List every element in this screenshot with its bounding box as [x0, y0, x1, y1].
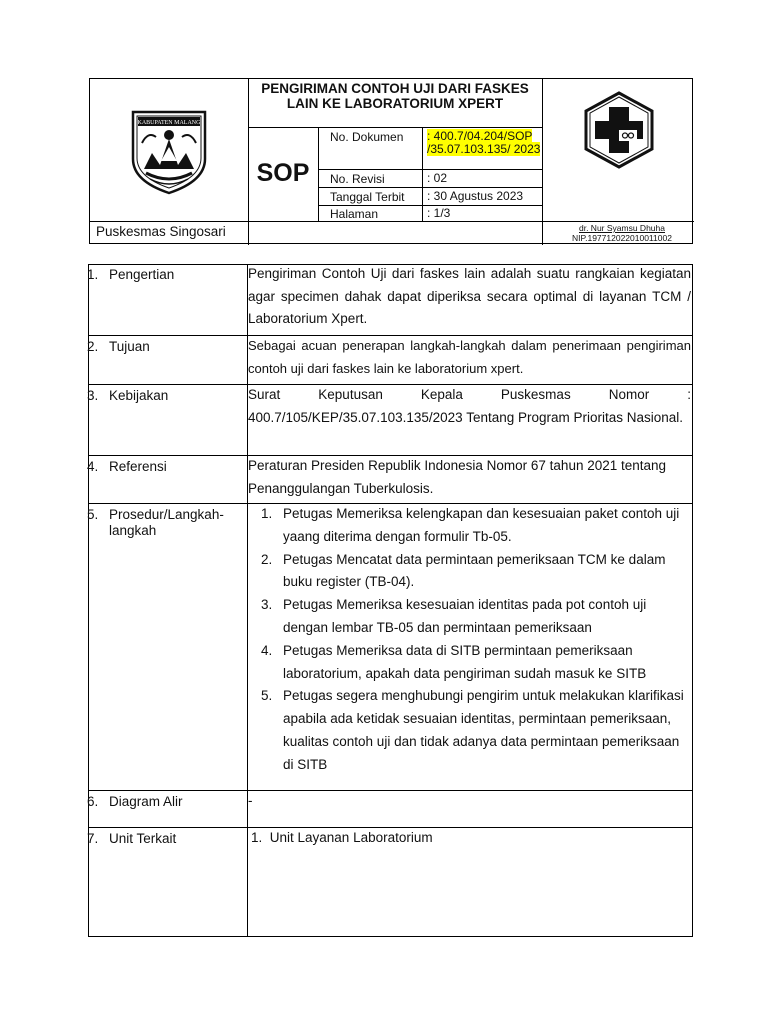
signer-name: dr. Nur Syamsu Dhuha [579, 223, 665, 233]
section-label-diagram-alir: Diagram Alir [109, 794, 183, 809]
section-label-unit-terkait: Unit Terkait [109, 831, 177, 846]
signer-nip: NIP.197712022010011002 [572, 233, 672, 243]
page-value: : 1/3 [427, 206, 451, 220]
section-label-tujuan: Tujuan [109, 339, 150, 354]
issue-date-label: Tanggal Terbit [330, 190, 405, 204]
section-label-pengertian: Pengertian [109, 267, 175, 282]
procedure-step [255, 640, 691, 686]
step-text: Petugas Mencatat data permintaan pemeriksaan TCM ke dalam buku register (TB-04). [283, 551, 666, 590]
section-label-prosedur: Prosedur/Langkah-langkah [109, 507, 224, 538]
signature-block [554, 223, 690, 243]
step-text: Petugas segera menghubungi pengirim untuk melakukan klarifikasi apabila ada ketidak sesuaian identitas, permintaan pemeriksaan, kualitas contoh uji dan tidak adanya data permintaan pemeriksaan di SITB [283, 688, 684, 772]
issue-date-value: : 30 Agustus 2023 [427, 189, 524, 203]
header-divider [318, 187, 542, 188]
org-name: Puskesmas Singosari [96, 224, 226, 239]
doc-number-label: No. Dokumen [330, 130, 404, 144]
section-label-referensi: Referensi [109, 459, 167, 474]
section-text-kebijakan: Surat Keputusan Kepala Puskesmas Nomor : 400.7/105/KEP/35.07.103.135/2023 Tentang Program Prioritas Nasional. [248, 387, 691, 425]
section-label-kebijakan: Kebijakan [109, 388, 169, 403]
health-cross-hexagon-icon [578, 89, 660, 171]
sop-content-table [88, 264, 693, 937]
crest-text: KABUPATEN MALANG [137, 120, 201, 126]
section-text-unit-terkait: 1. Unit Layanan Laboratorium [251, 830, 433, 845]
header-divider [318, 169, 542, 170]
step-text: Petugas Memeriksa kesesuaian identitas pada pot contoh uji dengan lembar TB-05 dan permintaan pemeriksaan [283, 597, 647, 635]
procedure-step [255, 594, 691, 640]
section-text-referensi: Peraturan Presiden Republik Indonesia Nomor 67 tahun 2021 tentang Penanggulangan Tuberkulosis. [248, 458, 667, 496]
step-number: 5. [261, 688, 273, 704]
section-text-diagram-alir: - [248, 793, 253, 808]
procedure-step [255, 685, 691, 776]
step-text: Petugas Memeriksa kelengkapan dan kesesuaian paket contoh uji yaang diterima dengan formulir Tb-05. [283, 506, 680, 544]
procedure-step [255, 549, 691, 595]
header-divider [422, 127, 423, 221]
section-number: 4. [87, 459, 99, 474]
step-number: 4. [261, 642, 273, 658]
section-number: 3. [87, 388, 99, 403]
page-label: Halaman [330, 207, 379, 221]
revision-label: No. Revisi [330, 172, 385, 186]
revision-value: : 02 [427, 171, 448, 185]
step-number: 1. [261, 506, 273, 521]
sop-header [89, 78, 693, 244]
section-number: 2. [87, 339, 99, 354]
doc-number-value [427, 130, 547, 155]
header-divider [90, 221, 694, 222]
section-text-tujuan: Sebagai acuan penerapan langkah-langkah dalam penerimaan pengiriman contoh uji dari faskes lain ke laboratorium xpert. [248, 338, 691, 376]
step-number: 2. [261, 551, 273, 567]
section-number: 7. [87, 831, 99, 846]
procedure-step [255, 503, 691, 549]
section-text-pengertian: Pengiriman Contoh Uji dari faskes lain adalah suatu rangkaian kegiatan agar specimen dahak dapat diperiksa secara optimal di layanan TCM / Laboratorium Xpert. [248, 266, 691, 326]
sop-label: SOP [256, 159, 310, 187]
kabupaten-malang-crest-icon [130, 109, 208, 195]
header-divider [318, 127, 319, 221]
section-number: 6. [87, 794, 99, 809]
step-text: Petugas Memeriksa data di SITB permintaan pemeriksaan laboratorium, apakah data pengiriman sudah masuk ke SITB [283, 642, 647, 681]
procedure-steps [255, 503, 691, 777]
step-number: 3. [261, 597, 273, 613]
header-divider [248, 127, 542, 128]
section-number: 1. [87, 267, 99, 282]
section-number: 5. [87, 507, 99, 522]
document-title: PENGIRIMAN CONTOH UJI DARI FASKES LAIN KE LABORATORIUM XPERT [261, 81, 529, 111]
doc-number-text: : 400.7/04.204/SOP /35.07.103.135/ 2023 [427, 129, 541, 156]
